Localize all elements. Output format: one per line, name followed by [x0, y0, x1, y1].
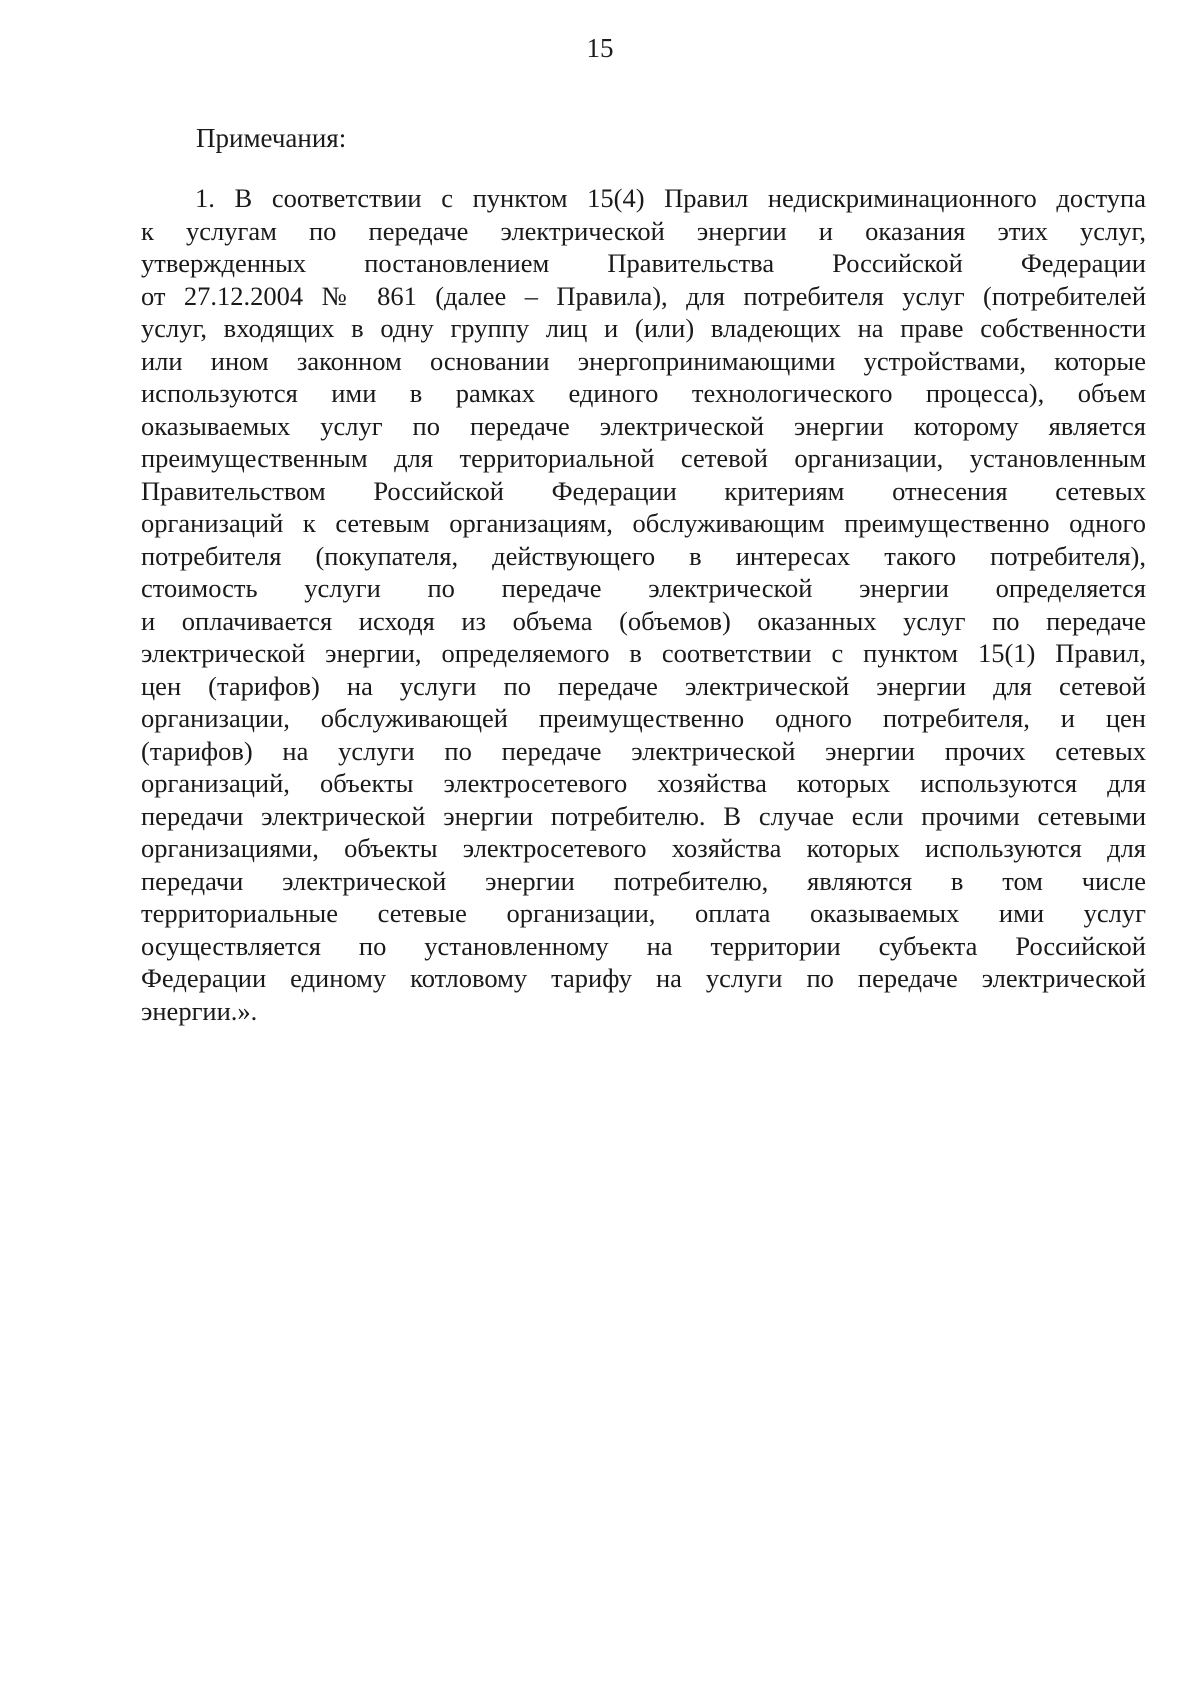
paragraph-line: организаций, объекты электросетевого хозяйства которых используются для: [141, 768, 1146, 798]
paragraph-line: Правительством Российской Федерации критериям отнесения сетевых: [141, 475, 1146, 506]
paragraph-line: к услугам по передаче электрической энергии и оказания этих услуг,: [141, 215, 1146, 246]
paragraph-line: или ином законном основании энергопринимающими устройствами, которые: [141, 345, 1146, 376]
paragraph-line: передачи электрической энергии потребителю, являются в том числе: [141, 865, 1146, 896]
paragraph-line: потребителя (покупателя, действующего в интересах такого потребителя),: [141, 540, 1146, 571]
paragraph-line: передачи электрической энергии потребителю. В случае если прочими сетевыми: [141, 800, 1146, 831]
paragraph-line: территориальные сетевые организации, оплата оказываемых ими услуг: [141, 898, 1146, 928]
paragraph-line: организаций к сетевым организациям, обслуживающим преимущественно одного: [141, 508, 1146, 538]
paragraph-line: энергии.».: [141, 995, 258, 1026]
paragraph-line: организации, обслуживающей преимущественно одного потребителя, и цен: [141, 703, 1146, 733]
paragraph-line: услуг, входящих в одну группу лиц и (или) владеющих на праве собственности: [141, 313, 1146, 343]
paragraph-line: преимущественным для территориальной сетевой организации, установленным: [141, 443, 1146, 473]
paragraph-line: утвержденных постановлением Правительства Российской Федерации: [141, 248, 1146, 278]
paragraph-line: электрической энергии, определяемого в соответствии с пунктом 15(1) Правил,: [141, 638, 1146, 668]
paragraph-line: организациями, объекты электросетевого хозяйства которых используются для: [141, 833, 1146, 863]
paragraph-line: оказываемых услуг по передаче электрической энергии которому является: [141, 410, 1146, 441]
note-1-paragraph: [141, 182, 1146, 1027]
paragraph-line: Федерации единому котловому тарифу на услуги по передаче электрической: [141, 963, 1146, 993]
paragraph-line: и оплачивается исходя из объема (объемов) оказанных услуг по передаче: [141, 605, 1146, 636]
paragraph-line: 1. В соответствии с пунктом 15(4) Правил недискриминационного доступа: [195, 183, 1146, 213]
paragraph-line: стоимость услуги по передаче электрической энергии определяется: [141, 573, 1146, 603]
paragraph-line: используются ими в рамках единого технологического процесса), объем: [141, 378, 1146, 408]
notes-heading: Примечания:: [196, 123, 347, 153]
paragraph-line: от 27.12.2004 № 861 (далее – Правила), для потребителя услуг (потребителей: [141, 280, 1146, 311]
paragraph-line: осуществляется по установленному на территории субъекта Российской: [141, 930, 1146, 961]
paragraph-line: (тарифов) на услуги по передаче электрической энергии прочих сетевых: [141, 735, 1146, 766]
paragraph-line: цен (тарифов) на услуги по передаче электрической энергии для сетевой: [141, 670, 1146, 701]
page-number: 15: [586, 33, 614, 63]
